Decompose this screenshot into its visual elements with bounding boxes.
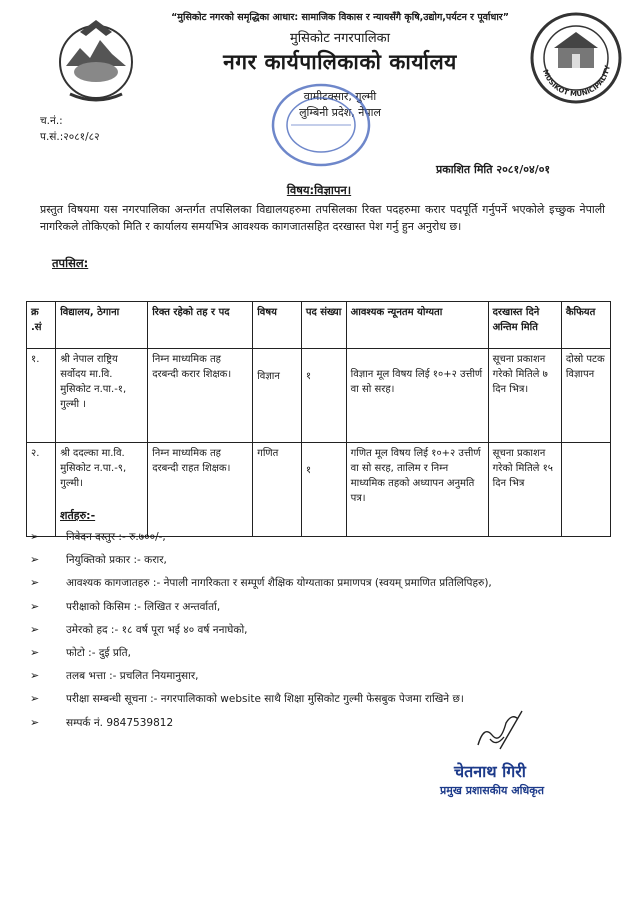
arrow-bullet-icon: ➢	[30, 553, 40, 567]
published-date: प्रकाशित मिति २०८१/०४/०१	[436, 163, 551, 176]
municipality-name: मुसिकोट नगरपालिका	[289, 31, 391, 46]
list-item	[30, 571, 620, 594]
cell-count: १	[301, 443, 346, 537]
cell-subject: गणित	[253, 443, 302, 537]
cell-school: श्री ददल्का मा.वि. मुसिकोट न.पा.-९, गुल्मी।	[56, 443, 148, 537]
subject-line	[0, 183, 638, 198]
header-deadline: दरखास्त दिने अन्तिम मिति	[488, 302, 561, 349]
terms-list	[30, 525, 620, 734]
header-remarks: कैफियत	[561, 302, 610, 349]
header-subject: विषय	[253, 302, 302, 349]
terms-label: शर्तहरु:-	[60, 509, 96, 522]
term-text: तलब भत्ता :- प्रचलित नियमानुसार,	[66, 670, 199, 683]
list-item	[30, 687, 620, 710]
arrow-bullet-icon: ➢	[30, 715, 40, 729]
cell-sn: २.	[27, 443, 56, 537]
term-text: परीक्षाको किसिम :- लिखित र अन्तर्वार्ता,	[66, 600, 221, 613]
cell-remarks: दोस्रो पटक विज्ञापन	[561, 349, 610, 443]
cell-count: १	[301, 349, 346, 443]
cell-qualification: गणित मूल विषय लिई १०+२ उत्तीर्ण वा सो सरह, तालिम र निम्न माध्यमिक तहको अध्यापन अनुमति पत्र।	[346, 443, 488, 537]
arrow-bullet-icon: ➢	[30, 692, 40, 706]
cell-subject: विज्ञान	[253, 349, 302, 443]
cell-school: श्री नेपाल राष्ट्रिय सर्वोदय मा.वि. मुसिकोट न.पा.-१, गुल्मी ।	[56, 349, 148, 443]
term-text: सम्पर्क नं. 9847539812	[66, 716, 174, 729]
arrow-bullet-icon: ➢	[30, 622, 40, 636]
nepal-emblem-icon	[50, 14, 142, 106]
table-row	[27, 349, 611, 443]
list-item	[30, 618, 620, 641]
signature-icon	[470, 705, 530, 755]
signatory-title: प्रमुख प्रशासकीय अधिकृत	[440, 784, 544, 797]
cell-deadline: सूचना प्रकाशन गरेको मितिले ७ दिन भित्र।	[488, 349, 561, 443]
list-item	[30, 595, 620, 618]
list-item	[30, 548, 620, 571]
list-item	[30, 664, 620, 687]
table-row	[27, 443, 611, 537]
arrow-bullet-icon: ➢	[30, 576, 40, 590]
vacancy-table	[26, 301, 611, 537]
term-text: निवेदन दस्तुर :- रु.७००/-,	[66, 531, 166, 543]
cell-deadline: सूचना प्रकाशन गरेको मितिले १५ दिन भित्र	[488, 443, 561, 537]
cell-sn: १.	[27, 349, 56, 443]
list-item	[30, 525, 620, 548]
logo-text: MUSIKOT MUNICIPALITY	[541, 64, 612, 99]
subject-text: विषय:विज्ञापन।	[286, 183, 352, 197]
term-text: परीक्षा सम्बन्धी सूचना :- नगरपालिकाको website साथै शिक्षा मुसिकोट गुल्मी फेसबुक पेजमा राखिने छ।	[66, 693, 464, 706]
header-qualification: आवश्यक न्यूनतम योग्यता	[346, 302, 488, 349]
cell-post: निम्न माध्यमिक तह दरबन्दी राहत शिक्षक।	[148, 443, 253, 537]
dispatch-number: च.नं.:	[40, 115, 63, 127]
arrow-bullet-icon: ➢	[30, 645, 40, 659]
term-text: नियुक्तिको प्रकार :- करार,	[66, 554, 167, 567]
header-post: रिक्त रहेको तह र पद	[148, 302, 253, 349]
arrow-bullet-icon: ➢	[30, 669, 40, 683]
cell-qualification: विज्ञान मूल विषय लिई १०+२ उत्तीर्ण वा सो सरह।	[346, 349, 488, 443]
office-title: नगर कार्यपालिकाको कार्यालय	[223, 50, 457, 74]
arrow-bullet-icon: ➢	[30, 599, 40, 613]
address-line-1: वामीटक्सार, गुल्मी	[303, 90, 377, 103]
header-sn: क्र .सं	[27, 302, 56, 349]
cell-post: निम्न माध्यमिक तह दरबन्दी करार शिक्षक।	[148, 349, 253, 443]
address-line-2: लुम्बिनी प्रदेश, नेपाल	[299, 106, 381, 119]
notice-body: प्रस्तुत विषयमा यस नगरपालिका अन्तर्गत तपसिलका विद्यालयहरुमा तपसिलका रिक्त पदहरुमा करार पदपूर्ति गर्नुपर्ने भएकोले इच्छुक नेपाली नागरिकले तोकिएको मिति र कार्यालय समयभित्र आवश्यक कागजातसहित दरखास्त पेश गर्नु हुन अनुरोध छ।	[40, 203, 605, 233]
term-text: उमेरको हद :- १८ वर्ष पूरा भई ४० वर्ष ननाघेको,	[66, 623, 248, 636]
motto: “मुसिकोट नगरको समृद्धिका आधार: सामाजिक विकास र न्यायसँगै कृषि,उद्योग,पर्यटन र पूर्वाधार”	[171, 12, 509, 23]
table-header-row	[27, 302, 611, 349]
signatory-name: चेतनाथ गिरी	[454, 762, 526, 781]
term-text: फोटो :- दुई प्रति,	[66, 646, 131, 659]
arrow-bullet-icon: ➢	[30, 530, 40, 543]
list-item	[30, 641, 620, 664]
header-school: विद्यालय, ठेगाना	[56, 302, 148, 349]
list-item	[30, 711, 620, 734]
municipality-logo-icon	[528, 10, 624, 106]
term-text: आवश्यक कागजातहरु :- नेपाली नागरिकता र सम्पूर्ण शैक्षिक योग्यताका प्रमाणपत्र (स्वयम् प्रमाणित प्रतिलिपिहरु),	[66, 577, 492, 590]
header-count: पद संख्या	[301, 302, 346, 349]
letter-number: प.सं.:२०८१/८२	[40, 131, 100, 143]
details-label: तपसिल:	[52, 256, 89, 270]
official-stamp-icon	[266, 80, 376, 170]
cell-remarks	[561, 443, 610, 537]
